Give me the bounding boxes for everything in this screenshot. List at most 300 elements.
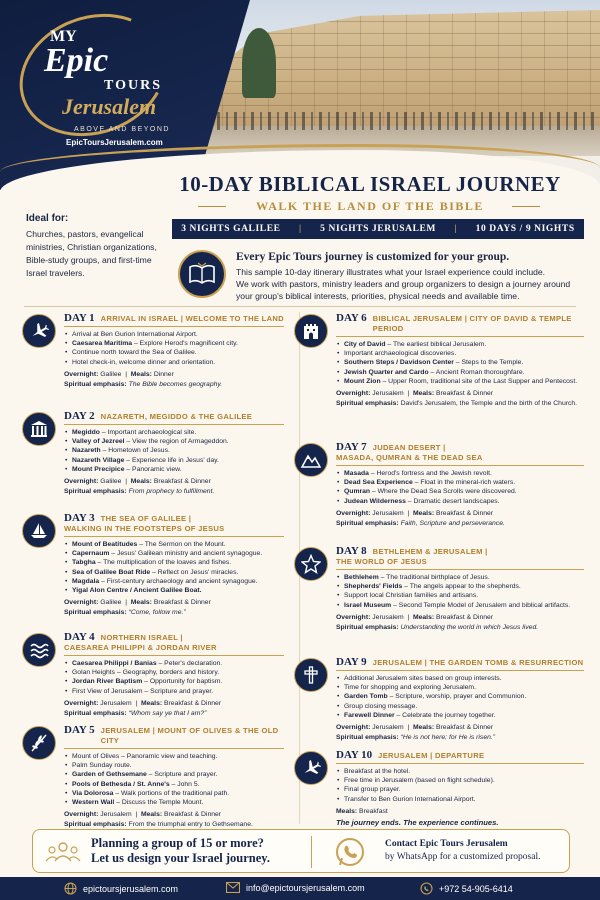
site-description: – Discuss the Temple Mount. [114, 799, 204, 807]
list-item [336, 340, 584, 349]
day-logistics: Overnight: Galilee | Meals: Dinner [64, 370, 174, 378]
site-description: – Hometown of Jesus. [100, 447, 170, 455]
site-description: – Dramatic desert landscapes. [405, 497, 500, 505]
emphasis-text: From prophecy to fulfillment. [128, 488, 215, 496]
day-block [64, 410, 284, 496]
day-activities [64, 540, 284, 595]
ideal-heading: Ideal for: [26, 213, 69, 224]
whatsapp-icon [420, 882, 433, 895]
site-name: Southern Steps / Davidson Center [344, 359, 454, 367]
spiritual-emphasis [64, 820, 284, 829]
day-logistics: Overnight: Jerusalem | Meals: Breakfast & Dinner [336, 390, 494, 398]
closing-text: The journey ends. The experience continues. [336, 817, 499, 827]
day-rule [336, 336, 584, 337]
day-rule [64, 536, 284, 537]
day-header [64, 312, 284, 324]
day-logistics: Overnight: Galilee | Meals: Breakfast & Dinner [64, 478, 211, 486]
site-description: – Jesus' Galilean ministry and ancient synagogue. [109, 550, 263, 558]
day-title: JUDEAN DESERT | [372, 443, 446, 452]
site-description: Additional Jerusalem sites based on group interests. [344, 675, 502, 682]
site-description: First View of Jerusalem – Scripture and prayer. [72, 687, 214, 695]
list-item [64, 358, 284, 367]
day-block [64, 631, 284, 718]
logo-my: MY [50, 28, 77, 45]
ideal-for [26, 213, 166, 280]
list-item [336, 601, 584, 610]
day-activities [336, 573, 584, 610]
overnight-label: Overnight: [64, 478, 99, 486]
site-description: – First-century archaeology and ancient synagogue. [99, 577, 258, 585]
day-activities [64, 428, 284, 474]
intro-heading: Every Epic Tours journey is customized for your group. [236, 251, 510, 263]
star-icon [294, 547, 328, 581]
list-item [336, 767, 584, 776]
day-number: DAY 6 [336, 312, 367, 324]
emphasis-label: Spiritual emphasis: [336, 519, 399, 527]
emphasis-text: Faith, Scripture and perseverance. [400, 519, 505, 527]
day-rule [336, 569, 584, 570]
divider [24, 306, 576, 307]
meals-value: Breakfast [359, 807, 388, 815]
list-item [336, 702, 584, 711]
site-name: Bethlehem [344, 574, 379, 581]
meals-value: Breakfast & Dinner [164, 699, 222, 707]
site-description: – Important archaeological site. [99, 429, 197, 436]
duration-bar [172, 219, 584, 239]
overnight-label: Overnight: [64, 599, 99, 607]
list-item [64, 687, 284, 696]
day-title-line-2: WALKING IN THE FOOTSTEPS OF JESUS [64, 524, 225, 533]
day-rule [64, 748, 284, 749]
list-item [336, 368, 584, 377]
site-description: – Experience life in Jesus' day. [124, 456, 219, 464]
list-item [336, 349, 584, 358]
list-item [64, 798, 284, 807]
site-name: Caesarea Maritima [72, 340, 133, 348]
meals-label: Meals: [130, 599, 152, 607]
site-description: – View the region of Armageddon. [124, 438, 229, 446]
list-item [336, 591, 584, 600]
list-item [64, 668, 284, 677]
site-name: Megiddo [72, 429, 100, 436]
overnight-value: Jerusalem [372, 724, 404, 732]
list-item [336, 478, 584, 487]
site-description: – Where the Dead Sea Scrolls were discovered. [370, 488, 517, 496]
day-activities [336, 469, 584, 506]
overnight-value: Galilee [100, 370, 122, 378]
list-item [64, 348, 284, 357]
list-item [336, 795, 584, 804]
day-title: NORTHERN ISRAEL | [100, 633, 183, 642]
meals-value: Breakfast & Dinner [164, 811, 222, 819]
overnight-label: Overnight: [336, 390, 371, 398]
list-item [64, 789, 284, 798]
list-item [64, 465, 284, 474]
day-header [336, 656, 584, 668]
site-description: Free time in Jerusalem (based on flight schedule). [344, 777, 495, 785]
site-name: Garden Tomb [344, 693, 388, 701]
list-item [64, 752, 284, 761]
day-rule [336, 465, 584, 466]
list-item [336, 573, 584, 582]
day-title-line-2: CAESAREA PHILIPPI & JORDAN RIVER [64, 643, 217, 652]
site-name: Caesarea Philippi / Banias [72, 660, 157, 667]
cta-divider [311, 836, 312, 868]
day-number: DAY 8 [336, 545, 367, 557]
list-item [64, 456, 284, 465]
logo-jerusalem: Jerusalem [62, 94, 157, 119]
overnight-value: Galilee [100, 599, 122, 607]
list-item [64, 568, 284, 577]
overnight-value: Jerusalem [100, 811, 132, 819]
site-description: – Ancient Roman thoroughfare. [428, 368, 525, 376]
water-icon [22, 633, 56, 667]
duration-jerusalem: 5 NIGHTS JERUSALEM [320, 224, 437, 234]
day-activities [336, 767, 584, 804]
site-description: – Scripture, worship, prayer and Communion. [387, 693, 527, 701]
site-description: – The earliest biblical Jerusalem. [385, 341, 487, 348]
emphasis-text: “Whom say ye that I am?” [128, 709, 207, 717]
site-description: – The angels appear to the shepherds. [402, 583, 521, 591]
ideal-text: Churches, pastors, evangelical ministries, Christian organizations, Bible-study groups, and first-time Israel travelers. [26, 229, 157, 278]
site-name: Tabgha [72, 559, 96, 567]
overnight-value: Jerusalem [372, 509, 404, 517]
cta-box [32, 829, 570, 873]
meals-label: Meals: [130, 478, 152, 486]
tree [242, 28, 276, 98]
spiritual-emphasis [336, 399, 584, 408]
separator: | [299, 224, 302, 234]
site-name: Jewish Quarter and Cardo [344, 368, 429, 376]
group-icon [45, 839, 81, 865]
site-name: Shepherds' Fields [344, 583, 403, 591]
day-rule [336, 763, 584, 764]
meals-value: Breakfast & Dinner [436, 509, 494, 517]
spiritual-emphasis [64, 487, 284, 496]
day-block [336, 312, 584, 408]
day-number: DAY 3 [64, 512, 95, 524]
list-item [336, 469, 584, 478]
day-block [64, 312, 284, 389]
site-description: – Panoramic view. [124, 465, 182, 473]
duration-total: 10 DAYS / 9 NIGHTS [475, 224, 575, 234]
overnight-label: Overnight: [336, 509, 371, 517]
cta-contact-2: by WhatsApp for a customized proposal. [385, 852, 541, 862]
site-description: – Upper Room, traditional site of the Last Supper and Pentecost. [380, 377, 578, 385]
site-description: Continue north toward the Sea of Galilee. [72, 349, 197, 357]
site-description: Support local Christian families and artisans. [344, 592, 479, 600]
day-header [64, 410, 284, 422]
day-rule [336, 670, 584, 671]
meals-value: Breakfast & Dinner [436, 613, 494, 621]
site-description: Transfer to Ben Gurion International Airport. [344, 795, 476, 803]
cta-line-2: Let us design your Israel journey. [91, 851, 270, 865]
site-description: – The traditional birthplace of Jesus. [378, 574, 490, 581]
day-number: DAY 2 [64, 410, 95, 422]
site-name: Capernaum [72, 550, 110, 558]
spiritual-emphasis [336, 623, 584, 632]
site-name: Mount of Beatitudes [72, 541, 138, 548]
site-description: Palm Sunday route. [72, 762, 132, 770]
day-header [336, 749, 584, 761]
spiritual-emphasis [64, 380, 284, 389]
day-number: DAY 7 [336, 441, 367, 453]
list-item [336, 674, 584, 683]
mountains-icon [294, 443, 328, 477]
day-logistics: Overnight: Jerusalem | Meals: Breakfast & Dinner [336, 724, 494, 732]
spiritual-emphasis [64, 709, 284, 718]
email-text: info@epictoursjerusalem.com [246, 882, 365, 893]
list-item [64, 659, 284, 668]
boat-icon [22, 514, 56, 548]
day-logistics [336, 807, 584, 816]
site-name: Valley of Jezreel [72, 438, 125, 446]
meals-label: Meals: [412, 390, 435, 398]
site-name: Judean Wilderness [344, 497, 406, 505]
list-item [64, 339, 284, 348]
day-title-line-2: MASADA, QUMRAN & THE DEAD SEA [336, 453, 483, 462]
emphasis-label: Spiritual emphasis: [336, 400, 399, 408]
site-description: – Peter's declaration. [156, 660, 223, 667]
site-name: Garden of Gethsemane [72, 771, 147, 779]
day-activities [64, 752, 284, 807]
website-text: epictoursjerusalem.com [83, 883, 179, 894]
site-description: Final group prayer. [344, 786, 401, 794]
list-item [64, 446, 284, 455]
spiritual-emphasis [336, 733, 584, 742]
day-block [336, 545, 584, 632]
whatsapp-icon[interactable] [333, 835, 367, 869]
emphasis-text: “He is not here; for He is risen.” [400, 734, 496, 742]
site-name: Israel Museum [344, 601, 392, 609]
envelope-icon [226, 882, 240, 893]
list-item [336, 692, 584, 701]
site-name: Pools of Bethesda / St. Anne's [72, 780, 170, 788]
site-name: Mount Zion [344, 377, 381, 385]
overnight-value: Jerusalem [100, 699, 132, 707]
day-activities [336, 674, 584, 720]
day-title: THE SEA OF GALILEE | [100, 514, 192, 523]
emphasis-label: Spiritual emphasis: [336, 734, 399, 742]
closing-line [336, 818, 584, 827]
site-description: Mount of Olives – Panoramic view and teaching. [72, 753, 218, 760]
cta-right [385, 838, 540, 864]
list-item [64, 428, 284, 437]
site-name: Jordan River Baptism [72, 678, 143, 686]
ruins-icon [22, 412, 56, 446]
site-description: – Second Temple Model of Jerusalem and biblical artifacts. [391, 601, 571, 609]
emphasis-label: Spiritual emphasis: [336, 623, 399, 631]
site-name: Magdala [72, 577, 100, 585]
emphasis-label: Spiritual emphasis: [64, 488, 127, 496]
day-title: JERUSALEM | THE GARDEN TOMB & RESURRECTION [372, 658, 584, 667]
day-activities [64, 330, 284, 367]
day-rule [64, 326, 284, 327]
list-item [64, 586, 284, 595]
site-description: Time for shopping and exploring Jerusalem. [344, 684, 476, 692]
site-description: – Scripture and prayer. [146, 771, 218, 779]
emphasis-label: Spiritual emphasis: [64, 609, 127, 617]
day-block [64, 512, 284, 617]
airplane-icon [294, 751, 328, 785]
day-header [64, 631, 284, 643]
page-subtitle: WALK THE LAND OF THE BIBLE [256, 199, 484, 213]
list-item [64, 770, 284, 779]
site-description: – John 5. [169, 780, 200, 788]
meals-label: Meals: [140, 699, 163, 707]
day-title: ARRIVAL IN ISRAEL | WELCOME TO THE LAND [100, 314, 284, 323]
logo-url[interactable]: EpicToursJerusalem.com [66, 138, 163, 147]
list-item [336, 711, 584, 720]
meals-label: Meals: [130, 370, 152, 378]
hero-banner [0, 0, 600, 190]
overnight-label: Overnight: [336, 724, 371, 732]
site-name: Yigal Alon Centre / Ancient Galilee Boat. [72, 587, 202, 595]
day-title: JERUSALEM | MOUNT OF OLIVES & THE OLD CITY [100, 726, 279, 745]
emphasis-label: Spiritual emphasis: [64, 821, 127, 829]
site-name: Nazareth Village [72, 456, 125, 464]
crowd [200, 112, 600, 130]
list-item [336, 497, 584, 506]
emphasis-label: Spiritual emphasis: [64, 380, 127, 388]
day-activities [336, 340, 584, 386]
olive-branch-icon [22, 726, 56, 760]
meals-value: Breakfast & Dinner [153, 478, 211, 486]
site-description: Arrival at Ben Gurion International Airport. [72, 331, 198, 338]
day-block [336, 441, 584, 528]
day-number: DAY 10 [336, 749, 373, 761]
cta-line-1: Planning a group of 15 or more? [91, 836, 264, 850]
day-activities [64, 659, 284, 696]
meals-label: Meals: [412, 613, 435, 621]
intro-paragraph-2: We work with pastors, ministry leaders and group organizers to design a journey around your group's biblical interests, priorities, physical needs and available time. [236, 279, 571, 301]
site-name: Western Wall [72, 799, 115, 807]
day-number: DAY 9 [336, 656, 367, 668]
day-number: DAY 4 [64, 631, 95, 643]
footer-email[interactable] [226, 882, 365, 893]
site-name: Mount Precipice [72, 465, 125, 473]
list-item [336, 377, 584, 386]
emphasis-text: David's Jerusalem, the Temple and the birth of the Church. [400, 400, 578, 408]
list-item [64, 577, 284, 586]
day-title: JERUSALEM | DEPARTURE [378, 751, 485, 760]
site-description: – Walk portions of the traditional path. [113, 789, 230, 797]
list-item [64, 540, 284, 549]
day-header [336, 545, 584, 557]
subtitle-rule-right [512, 206, 540, 207]
day-logistics: Overnight: Galilee | Meals: Breakfast & Dinner [64, 599, 211, 607]
footer-phone[interactable] [420, 882, 513, 895]
list-item [336, 358, 584, 367]
site-description: – Herod's fortress and the Jewish revolt. [368, 470, 492, 477]
site-description: – Float in the mineral-rich waters. [412, 479, 516, 487]
emphasis-text: From the triumphal entry to Gethsemane. [128, 821, 253, 829]
site-description: – Explore Herod's magnificent city. [132, 340, 238, 348]
emphasis-text: Understanding the world in which Jesus lived. [400, 623, 539, 631]
day-header [64, 724, 284, 746]
day-title: BIBLICAL JERUSALEM | CITY OF DAVID & TEMPLE PERIOD [372, 314, 572, 333]
spiritual-emphasis [64, 608, 284, 617]
cta-contact-1: Contact Epic Tours Jerusalem [385, 839, 508, 849]
list-item [336, 487, 584, 496]
open-book-icon [178, 250, 226, 298]
meals-label: Meals: [140, 811, 163, 819]
day-logistics: Overnight: Jerusalem | Meals: Breakfast & Dinner [64, 811, 222, 819]
list-item [64, 677, 284, 686]
site-description: – The multiplication of the loaves and fishes. [95, 559, 232, 567]
meals-label: Meals: [336, 807, 358, 815]
site-description: – The Sermon on the Mount. [137, 541, 226, 548]
emphasis-label: Spiritual emphasis: [64, 709, 127, 717]
emphasis-text: “Come, follow me.” [128, 609, 186, 617]
footer-website[interactable] [64, 882, 178, 895]
site-name: Dead Sea Experience [344, 479, 413, 487]
day-title-line-2: THE WORLD OF JESUS [336, 557, 428, 566]
logo-tours: TOURS [104, 78, 162, 93]
overnight-value: Galilee [100, 478, 122, 486]
site-name: Masada [344, 470, 369, 477]
site-description: Golan Heights – Geography, borders and history. [72, 669, 220, 677]
day-title: BETHLEHEM & JERUSALEM | [372, 547, 488, 556]
globe-icon [64, 882, 77, 895]
day-header [64, 512, 284, 524]
meals-label: Meals: [412, 724, 435, 732]
site-name: Nazareth [72, 447, 101, 455]
site-description: – Steps to the Temple. [453, 359, 524, 367]
site-description: Hotel check-in, welcome dinner and orientation. [72, 358, 216, 366]
logo-epic: Epic [44, 42, 109, 79]
list-item [64, 558, 284, 567]
phone-text: +972 54-905-6414 [439, 883, 513, 894]
cta-left [91, 836, 270, 866]
list-item [64, 437, 284, 446]
list-item [336, 683, 584, 692]
emphasis-text: The Bible becomes geography. [128, 380, 223, 388]
site-name: Via Dolorosa [72, 789, 114, 797]
day-rule [64, 655, 284, 656]
intro-paragraph-1: This sample 10-day itinerary illustrates what your Israel experience could include. [236, 267, 546, 277]
airplane-icon [22, 314, 56, 348]
site-description: Group closing message. [344, 702, 418, 710]
day-logistics: Overnight: Jerusalem | Meals: Breakfast & Dinner [64, 699, 222, 707]
list-item [336, 785, 584, 794]
list-item [64, 780, 284, 789]
page-title: 10-DAY BIBLICAL ISRAEL JOURNEY [179, 172, 561, 196]
overnight-value: Jerusalem [372, 390, 404, 398]
site-description: Important archaeological discoveries. [344, 350, 457, 358]
overnight-label: Overnight: [336, 613, 371, 621]
separator: | [454, 224, 458, 234]
meals-value: Dinner [153, 370, 174, 378]
meals-label: Meals: [412, 509, 435, 517]
list-item [64, 330, 284, 339]
overnight-label: Overnight: [64, 699, 99, 707]
overnight-label: Overnight: [64, 370, 99, 378]
list-item [64, 549, 284, 558]
intro [236, 251, 584, 302]
list-item [336, 582, 584, 591]
day-block [336, 749, 584, 827]
site-name: Sea of Galilee Boat Ride [72, 568, 151, 576]
site-description: – Celebrate the journey together. [394, 711, 496, 719]
day-logistics: Overnight: Jerusalem | Meals: Breakfast & Dinner [336, 613, 494, 621]
day-number: DAY 5 [64, 724, 95, 736]
spiritual-emphasis [336, 519, 584, 528]
footer [0, 877, 600, 900]
logo-tagline: ABOVE AND BEYOND [74, 126, 170, 133]
overnight-value: Jerusalem [372, 613, 404, 621]
list-item [336, 776, 584, 785]
